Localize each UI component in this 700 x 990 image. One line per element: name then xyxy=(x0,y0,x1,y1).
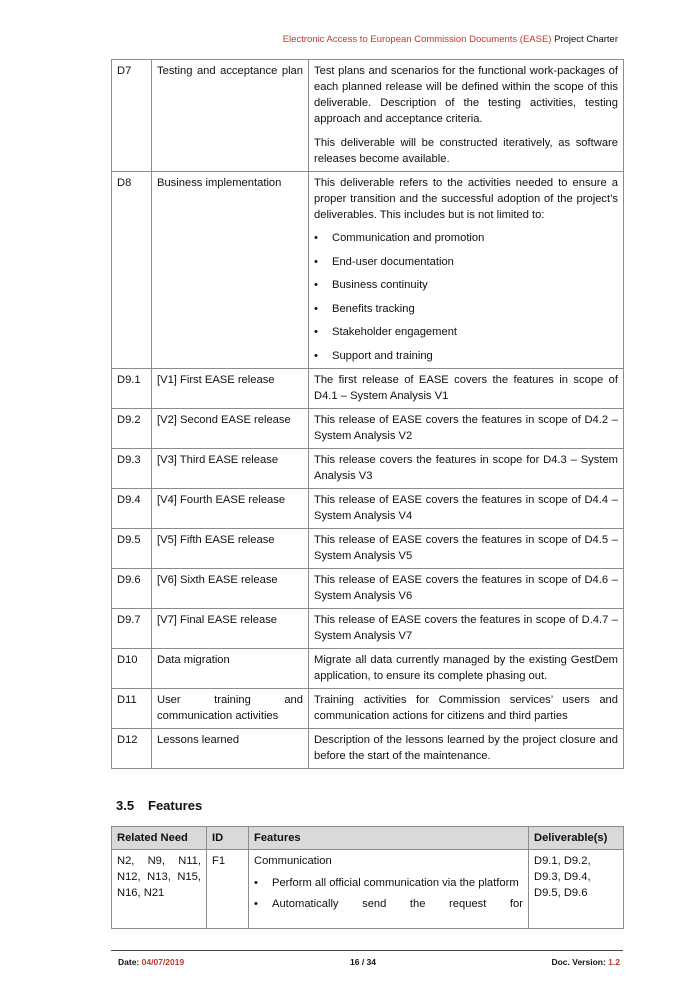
description-paragraph: Test plans and scenarios for the functional work-packages of each planned release will be defined within the scope of this deliverable. Description of the testing activities, testing approach and acceptance criteria. xyxy=(314,65,618,125)
deliverable-id: D7 xyxy=(112,60,152,172)
list-item: • Perform all official communication via the platform xyxy=(254,877,519,889)
list-item: • Communication and promotion xyxy=(314,232,485,244)
table-row xyxy=(112,60,624,172)
table-header-row xyxy=(112,827,624,850)
bullet-list xyxy=(314,230,618,364)
deliverable-id: D9.2 xyxy=(112,408,152,448)
section-number: 3.5 xyxy=(116,798,135,813)
bullet-icon: • xyxy=(314,279,318,291)
table-row xyxy=(112,728,624,768)
deliverable-id: D8 xyxy=(112,172,152,369)
deliverable-description: This release of EASE covers the features in scope of D4.6 – System Analysis V6 xyxy=(309,568,624,608)
document-title: Electronic Access to European Commission Documents (EASE) xyxy=(282,34,552,45)
deliverable-description: This release covers the features in scope for D4.3 – System Analysis V3 xyxy=(309,448,624,488)
deliverable-description: This release of EASE covers the features in scope of D4.2 – System Analysis V2 xyxy=(309,408,624,448)
bullet-icon: • xyxy=(314,232,318,244)
list-item: • Automatically send the request for xyxy=(254,898,523,910)
table-row xyxy=(112,408,624,448)
deliverable-id: D9.5 xyxy=(112,528,152,568)
table-row xyxy=(112,368,624,408)
feature-description xyxy=(249,850,529,929)
description-paragraph: This deliverable refers to the activities needed to ensure a proper transition and the successful adoption of the project’s deliverables. This includes but is not limited to: xyxy=(314,177,618,221)
bullet-icon: • xyxy=(314,302,318,315)
deliverable-name: Data migration xyxy=(152,648,309,688)
deliverable-name: User training and communication activities xyxy=(152,688,309,728)
bullet-icon: • xyxy=(314,255,318,268)
feature-id: F1 xyxy=(207,850,249,929)
footer-divider xyxy=(111,950,623,951)
deliverable-name: Business implementation xyxy=(152,172,309,369)
deliverable-name: [V3] Third EASE release xyxy=(152,448,309,488)
table-row xyxy=(112,850,624,929)
bullet-icon: • xyxy=(254,898,258,910)
deliverable-id: D11 xyxy=(112,688,152,728)
deliverables-table xyxy=(111,59,624,769)
list-item: • End-user documentation xyxy=(314,255,454,268)
deliverable-id: D12 xyxy=(112,728,152,768)
deliverable-name: Lessons learned xyxy=(152,728,309,768)
section-heading xyxy=(116,798,202,813)
feature-deliverables: D9.1, D9.2, D9.3, D9.4, D9.5, D9.6 xyxy=(529,850,624,929)
list-item: • Support and training xyxy=(314,349,433,362)
document-type: Project Charter xyxy=(554,34,618,45)
deliverable-description: Description of the lessons learned by the project closure and before the start of the maintenance. xyxy=(309,728,624,768)
bullet-list xyxy=(254,875,523,912)
deliverable-name: [V7] Final EASE release xyxy=(152,608,309,648)
deliverable-description: Training activities for Commission services’ users and communication actions for citizens and third parties xyxy=(309,688,624,728)
column-header: Related Need xyxy=(112,827,207,850)
deliverable-name: Testing and acceptance plan xyxy=(152,60,309,172)
description-paragraph: This deliverable will be constructed iteratively, as software releases become available. xyxy=(314,137,618,165)
table-row xyxy=(112,172,624,369)
column-header: ID xyxy=(207,827,249,850)
table-row xyxy=(112,528,624,568)
list-item: • Business continuity xyxy=(314,279,428,291)
deliverable-name: [V2] Second EASE release xyxy=(152,408,309,448)
deliverable-id: D9.4 xyxy=(112,488,152,528)
deliverable-id: D9.1 xyxy=(112,368,152,408)
table-row xyxy=(112,608,624,648)
deliverable-id: D10 xyxy=(112,648,152,688)
deliverable-name: [V4] Fourth EASE release xyxy=(152,488,309,528)
table-row xyxy=(112,688,624,728)
deliverable-name: [V5] Fifth EASE release xyxy=(152,528,309,568)
table-row xyxy=(112,648,624,688)
deliverable-description xyxy=(309,60,624,172)
related-needs: N2, N9, N11, N12, N13, N15, N16, N21 xyxy=(112,850,207,929)
deliverable-description xyxy=(309,172,624,369)
deliverable-name: [V6] Sixth EASE release xyxy=(152,568,309,608)
deliverable-name: [V1] First EASE release xyxy=(152,368,309,408)
deliverable-id: D9.6 xyxy=(112,568,152,608)
features-table xyxy=(111,826,624,929)
deliverable-id: D9.7 xyxy=(112,608,152,648)
bullet-icon: • xyxy=(314,349,318,362)
footer-date: Date: 04/07/2019 xyxy=(118,957,185,967)
page-header xyxy=(283,34,618,45)
bullet-icon: • xyxy=(254,877,258,889)
column-header: Features xyxy=(249,827,529,850)
table-row xyxy=(112,488,624,528)
bullet-icon: • xyxy=(314,326,318,338)
deliverable-description: This release of EASE covers the features in scope of D.4.7 – System Analysis V7 xyxy=(309,608,624,648)
table-row xyxy=(112,568,624,608)
deliverable-description: This release of EASE covers the features in scope of D4.4 – System Analysis V4 xyxy=(309,488,624,528)
section-title: Features xyxy=(148,798,203,813)
feature-title: Communication xyxy=(254,855,332,867)
deliverable-description: The first release of EASE covers the features in scope of D4.1 – System Analysis V1 xyxy=(309,368,624,408)
table-row xyxy=(112,448,624,488)
column-header: Deliverable(s) xyxy=(529,827,624,850)
deliverable-description: Migrate all data currently managed by the existing GestDem application, to ensure its complete phasing out. xyxy=(309,648,624,688)
deliverable-description: This release of EASE covers the features in scope of D4.5 – System Analysis V5 xyxy=(309,528,624,568)
list-item: • Benefits tracking xyxy=(314,302,415,315)
list-item: • Stakeholder engagement xyxy=(314,326,458,338)
footer-page-number: 16 / 34 xyxy=(350,957,376,967)
deliverable-id: D9.3 xyxy=(112,448,152,488)
footer-version: Doc. Version: 1.2 xyxy=(551,957,620,967)
